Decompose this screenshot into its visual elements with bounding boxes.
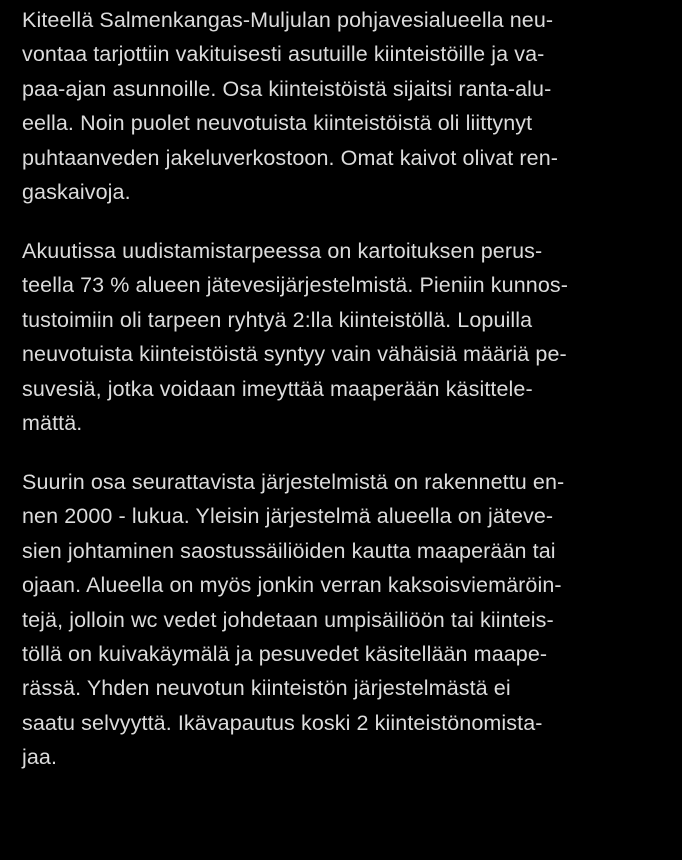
- text-line: Suurin osa seurattavista järjestelmistä on rakennettu en-: [22, 470, 565, 494]
- paragraph-1: [22, 3, 558, 209]
- text-line: teella 73 % alueen jätevesijärjestelmistä. Pieniin kunnos-: [22, 273, 568, 298]
- text-line: Akuutissa uudistamistarpeessa on kartoituksen perus-: [22, 239, 543, 263]
- text-line: paa-ajan asunnoille. Osa kiinteistöistä sijaitsi ranta-alu-: [22, 76, 552, 101]
- text-line: mättä.: [22, 410, 83, 435]
- text-line: gaskaivoja.: [22, 179, 131, 204]
- text-line: Kiteellä Salmenkangas-Muljulan pohjavesialueella neu-: [22, 8, 554, 32]
- text-line: vontaa tarjottiin vakituisesti asutuille kiinteistöille ja va-: [22, 42, 545, 67]
- text-line: nen 2000 - lukua. Yleisin järjestelmä alueella on jäteve-: [22, 504, 554, 529]
- paragraph-2: [22, 234, 568, 440]
- text-line: töllä on kuivakäymälä ja pesuvedet käsitellään maape-: [22, 641, 548, 666]
- text-line: eella. Noin puolet neuvotuista kiinteistöistä oli liittynyt: [22, 111, 533, 136]
- text-line: suvesiä, jotka voidaan imeyttää maaperään käsittele-: [22, 376, 533, 401]
- text-line: rässä. Yhden neuvotun kiinteistön järjestelmästä ei: [22, 676, 511, 701]
- paragraph-3: [22, 465, 564, 775]
- text-line: saatu selvyyttä. Ikävapautus koski 2 kiinteistönomista-: [22, 710, 543, 735]
- text-line: tustoimiin oli tarpeen ryhtyä 2:lla kiinteistöllä. Lopuilla: [22, 307, 533, 332]
- text-line: neuvotuista kiinteistöistä syntyy vain vähäisiä määriä pe-: [22, 342, 567, 367]
- text-line: tejä, jolloin wc vedet johdetaan umpisäiliöön tai kiinteis-: [22, 607, 554, 632]
- text-line: jaa.: [22, 745, 58, 770]
- text-line: sien johtaminen saostussäiliöiden kautta maaperään tai: [22, 538, 556, 563]
- text-line: ojaan. Alueella on myös jonkin verran kaksoisviemäröin-: [22, 573, 562, 598]
- text-line: puhtaanveden jakeluverkostoon. Omat kaivot olivat ren-: [22, 145, 559, 170]
